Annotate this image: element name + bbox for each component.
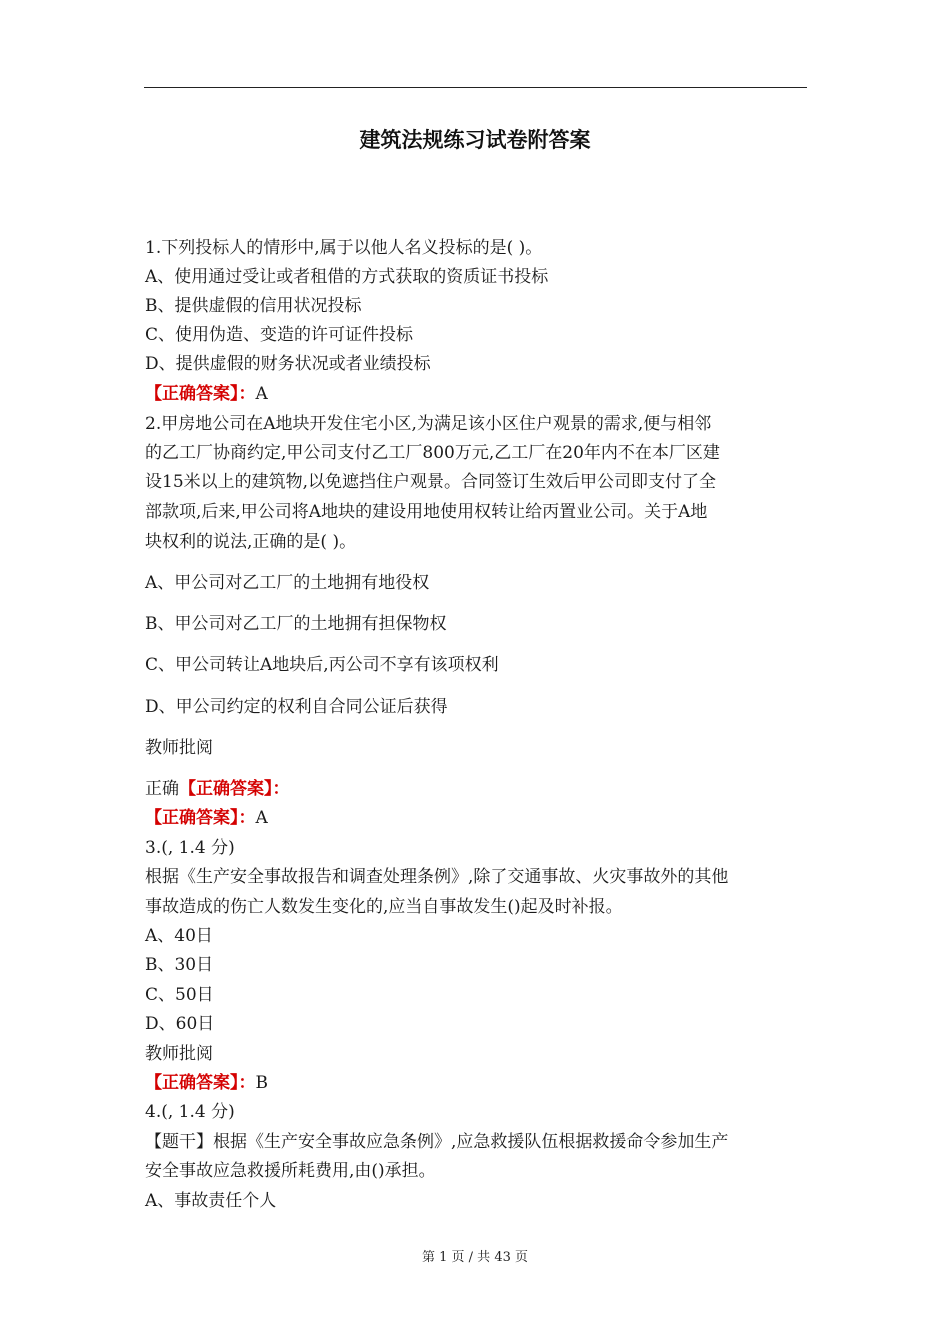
q4-option-a: A、事故责任个人 — [145, 1191, 277, 1211]
q1-option-d: D、提供虚假的财务状况或者业绩投标 — [145, 354, 431, 374]
q4-stem-line-2: 安全事故应急救援所耗费用,由()承担。 — [145, 1161, 436, 1181]
q2-stem-line-1: 2.甲房地公司在A地块开发住宅小区,为满足该小区住户观景的需求,便与相邻 — [145, 414, 712, 434]
q3-stem-line-1: 根据《生产安全事故报告和调查处理条例》,除了交通事故、火灾事故外的其他 — [145, 867, 729, 887]
page-footer: 第 1 页 / 共 43 页 — [422, 1250, 528, 1265]
document-title: 建筑法规练习试卷附答案 — [359, 127, 591, 152]
q3-option-d: D、60日 — [145, 1014, 215, 1034]
q2-stem-line-5: 块权利的说法,正确的是( )。 — [145, 532, 357, 552]
q2-option-a: A、甲公司对乙工厂的土地拥有地役权 — [145, 573, 430, 593]
header-rule — [144, 87, 807, 88]
q3-score: 3.(, 1.4 分) — [145, 838, 235, 858]
answer-label: 【正确答案】： — [145, 384, 256, 404]
q2-stem-line-2: 的乙工厂协商约定,甲公司支付乙工厂800万元,乙工厂在20年内不在本厂区建 — [145, 443, 720, 463]
q3-stem-line-2: 事故造成的伤亡人数发生变化的,应当自事故发生()起及时补报。 — [145, 897, 623, 917]
q2-answer-value: A — [255, 808, 268, 828]
q2-correct-prefix: 正确 — [145, 779, 179, 799]
q2-teacher-review: 教师批阅 — [145, 738, 213, 758]
q2-stem-line-4: 部款项,后来,甲公司将A地块的建设用地使用权转让给丙置业公司。关于A地 — [145, 502, 708, 522]
q1-stem: 1.下列投标人的情形中,属于以他人名义投标的是( )。 — [145, 238, 543, 258]
q4-score: 4.(, 1.4 分) — [145, 1102, 235, 1122]
answer-label: 【正确答案】： — [145, 808, 256, 828]
q2-option-b: B、甲公司对乙工厂的土地拥有担保物权 — [145, 614, 447, 634]
q3-option-a: A、40日 — [145, 926, 213, 946]
answer-label: 【正确答案】： — [179, 779, 290, 799]
answer-label: 【正确答案】： — [145, 1073, 256, 1093]
q2-correct-line — [145, 779, 290, 799]
q3-answer-value: B — [255, 1073, 268, 1093]
q3-teacher-review: 教师批阅 — [145, 1044, 213, 1064]
q2-option-d: D、甲公司约定的权利自合同公证后获得 — [145, 697, 448, 717]
q2-stem-line-3: 设15米以上的建筑物,以免遮挡住户观景。合同签订生效后甲公司即支付了全 — [145, 472, 717, 492]
q1-option-c: C、使用伪造、变造的许可证件投标 — [145, 325, 414, 345]
q1-option-a: A、使用通过受让或者租借的方式获取的资质证书投标 — [145, 267, 549, 287]
q3-option-b: B、30日 — [145, 955, 214, 975]
q2-answer — [145, 808, 268, 828]
q1-answer-value: A — [255, 384, 268, 404]
q2-option-c: C、甲公司转让A地块后,丙公司不享有该项权利 — [145, 655, 499, 675]
q4-stem-line-1: 【题干】根据《生产安全事故应急条例》,应急救援队伍根据救援命令参加生产 — [145, 1132, 729, 1152]
q3-answer — [145, 1073, 268, 1093]
q1-option-b: B、提供虚假的信用状况投标 — [145, 296, 362, 316]
q3-option-c: C、50日 — [145, 985, 214, 1005]
q1-answer — [145, 384, 268, 404]
